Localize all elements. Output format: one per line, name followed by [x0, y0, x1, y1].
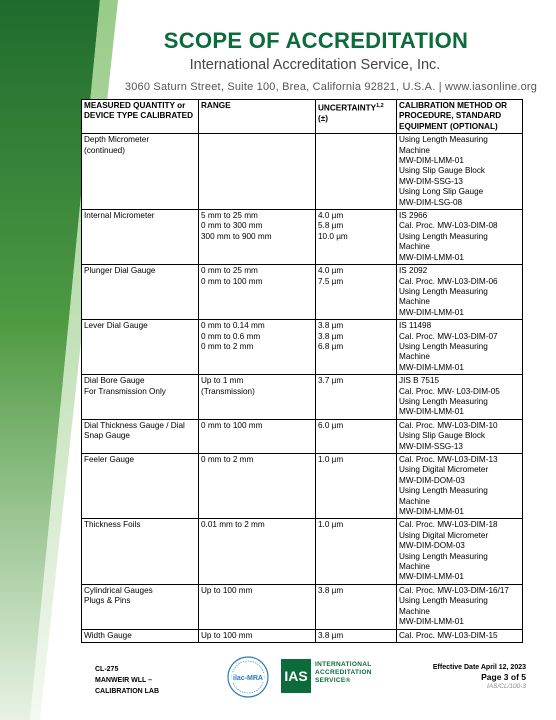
- cell-range: Up to 1 mm (Transmission): [199, 375, 316, 420]
- cell-device: Lever Dial Gauge: [82, 320, 199, 375]
- cell-range: 0 mm to 25 mm 0 mm to 100 mm: [199, 265, 316, 320]
- lab-identifier: CL-275 MANWEIR WLL – CALIBRATION LAB: [95, 666, 160, 695]
- page-header: [60, 28, 556, 93]
- cell-method: Cal. Proc. MW-L03-DIM-18 Using Digital Micrometer MW-DIM-DOM-03 Using Length Measuring Machine MW-DIM-LMM-01: [397, 519, 523, 584]
- cell-method: Cal. Proc. MW-L03-DIM-15: [397, 629, 523, 642]
- cell-device: Dial Bore Gauge For Transmission Only: [82, 375, 199, 420]
- header-range: RANGE: [199, 100, 316, 134]
- cell-device: Dial Thickness Gauge / Dial Snap Gauge: [82, 419, 199, 453]
- scope-table: [81, 99, 523, 643]
- cell-method: Cal. Proc. MW-L03-DIM-16/17 Using Length Measuring Machine MW-DIM-LMM-01: [397, 584, 523, 629]
- ias-logo: IAS: [281, 659, 311, 693]
- effective-date: Effective Date April 12, 2023: [432, 664, 526, 671]
- cell-uncertainty: [316, 134, 397, 210]
- organization-address: 3060 Saturn Street, Suite 100, Brea, California 92821, U.S.A. | www.iasonline.org: [124, 81, 538, 93]
- table-row: [82, 419, 523, 453]
- header-uncertainty-sup: 1,2: [376, 103, 384, 109]
- table-row: [82, 210, 523, 265]
- cell-range: 0.01 mm to 2 mm: [199, 519, 316, 584]
- cell-uncertainty: 3.8 µm: [316, 584, 397, 629]
- header-uncertainty: [316, 100, 397, 134]
- cell-range: 0 mm to 100 mm: [199, 419, 316, 453]
- cell-device: Internal Micrometer: [82, 210, 199, 265]
- cell-method: IS 11498 Cal. Proc. MW-L03-DIM-07 Using Length Measuring Machine MW-DIM-LMM-01: [397, 320, 523, 375]
- cell-uncertainty: 1.0 µm: [316, 454, 397, 519]
- cell-method: Cal. Proc. MW-L03-DIM-13 Using Digital Micrometer MW-DIM-DOM-03 Using Length Measuring Machine MW-DIM-LMM-01: [397, 454, 523, 519]
- table-row: [82, 454, 523, 519]
- header-method: CALIBRATION METHOD OR PROCEDURE, STANDARD EQUIPMENT (OPTIONAL): [397, 100, 523, 134]
- cell-range: 0 mm to 2 mm: [199, 454, 316, 519]
- cell-device: Cylindrical Gauges Plugs & Pins: [82, 584, 199, 629]
- cell-device: Feeler Gauge: [82, 454, 199, 519]
- page-number: Page 3 of 5: [481, 672, 526, 682]
- cell-method: Using Length Measuring Machine MW-DIM-LMM-01 Using Slip Gauge Block MW-DIM-SSG-13 Using Long Slip Gauge MW-DIM-LSG-08: [397, 134, 523, 210]
- cell-uncertainty: 4.0 µm 7.5 µm: [316, 265, 397, 320]
- table-row: [82, 320, 523, 375]
- cell-range: Up to 100 mm: [199, 629, 316, 642]
- table-row: [82, 134, 523, 210]
- cell-method: Cal. Proc. MW-L03-DIM-10 Using Slip Gauge Block MW-DIM-SSG-13: [397, 419, 523, 453]
- page-title: SCOPE OF ACCREDITATION: [163, 28, 469, 53]
- cell-range: 5 mm to 25 mm 0 mm to 300 mm 300 mm to 900 mm: [199, 210, 316, 265]
- ias-logo-text: INTERNATIONAL ACCREDITATION SERVICE®: [315, 661, 372, 684]
- cell-method: IS 2092 Cal. Proc. MW-L03-DIM-06 Using Length Measuring Machine MW-DIM-LMM-01: [397, 265, 523, 320]
- cell-range: 0 mm to 0.14 mm 0 mm to 0.6 mm 0 mm to 2 mm: [199, 320, 316, 375]
- table-row: [82, 629, 523, 642]
- organization-name: International Accreditation Service, Inc.: [189, 57, 441, 73]
- cell-method: JIS B 7515 Cal. Proc. MW- L03-DIM-05 Using Length Measuring MW-DIM-LMM-01: [397, 375, 523, 420]
- ilac-mra-logo: [226, 655, 270, 699]
- table-row: [82, 265, 523, 320]
- cell-method: IS 2966 Cal. Proc. MW-L03-DIM-08 Using Length Measuring Machine MW-DIM-LMM-01: [397, 210, 523, 265]
- cell-device: Width Gauge: [82, 629, 199, 642]
- cell-uncertainty: 1.0 µm: [316, 519, 397, 584]
- cell-uncertainty: 6.0 µm: [316, 419, 397, 453]
- cell-device: Thickness Foils: [82, 519, 199, 584]
- cell-uncertainty: 3.7 µm: [316, 375, 397, 420]
- header-measured-quantity: MEASURED QUANTITY or DEVICE TYPE CALIBRATED: [82, 100, 199, 134]
- table-row: [82, 519, 523, 584]
- cell-uncertainty: 4.0 µm 5.8 µm 10.0 µm: [316, 210, 397, 265]
- cell-uncertainty: 3.8 µm: [316, 629, 397, 642]
- cell-uncertainty: 3.8 µm 3.8 µm 6.8 µm: [316, 320, 397, 375]
- header-uncertainty-label: UNCERTAINTY: [318, 103, 377, 113]
- header-uncertainty-sub: (±): [318, 114, 328, 124]
- table-row: [82, 375, 523, 420]
- page-footer-info: [433, 664, 526, 690]
- ilac-mra-label: ilac-MRA: [233, 675, 263, 682]
- table-row: [82, 584, 523, 629]
- cell-device: Depth Micrometer (continued): [82, 134, 199, 210]
- cell-device: Plunger Dial Gauge: [82, 265, 199, 320]
- cell-range: Up to 100 mm: [199, 584, 316, 629]
- document-id: IAS/CL/100-3: [486, 683, 526, 690]
- cell-range: [199, 134, 316, 210]
- table-header-row: [82, 100, 523, 134]
